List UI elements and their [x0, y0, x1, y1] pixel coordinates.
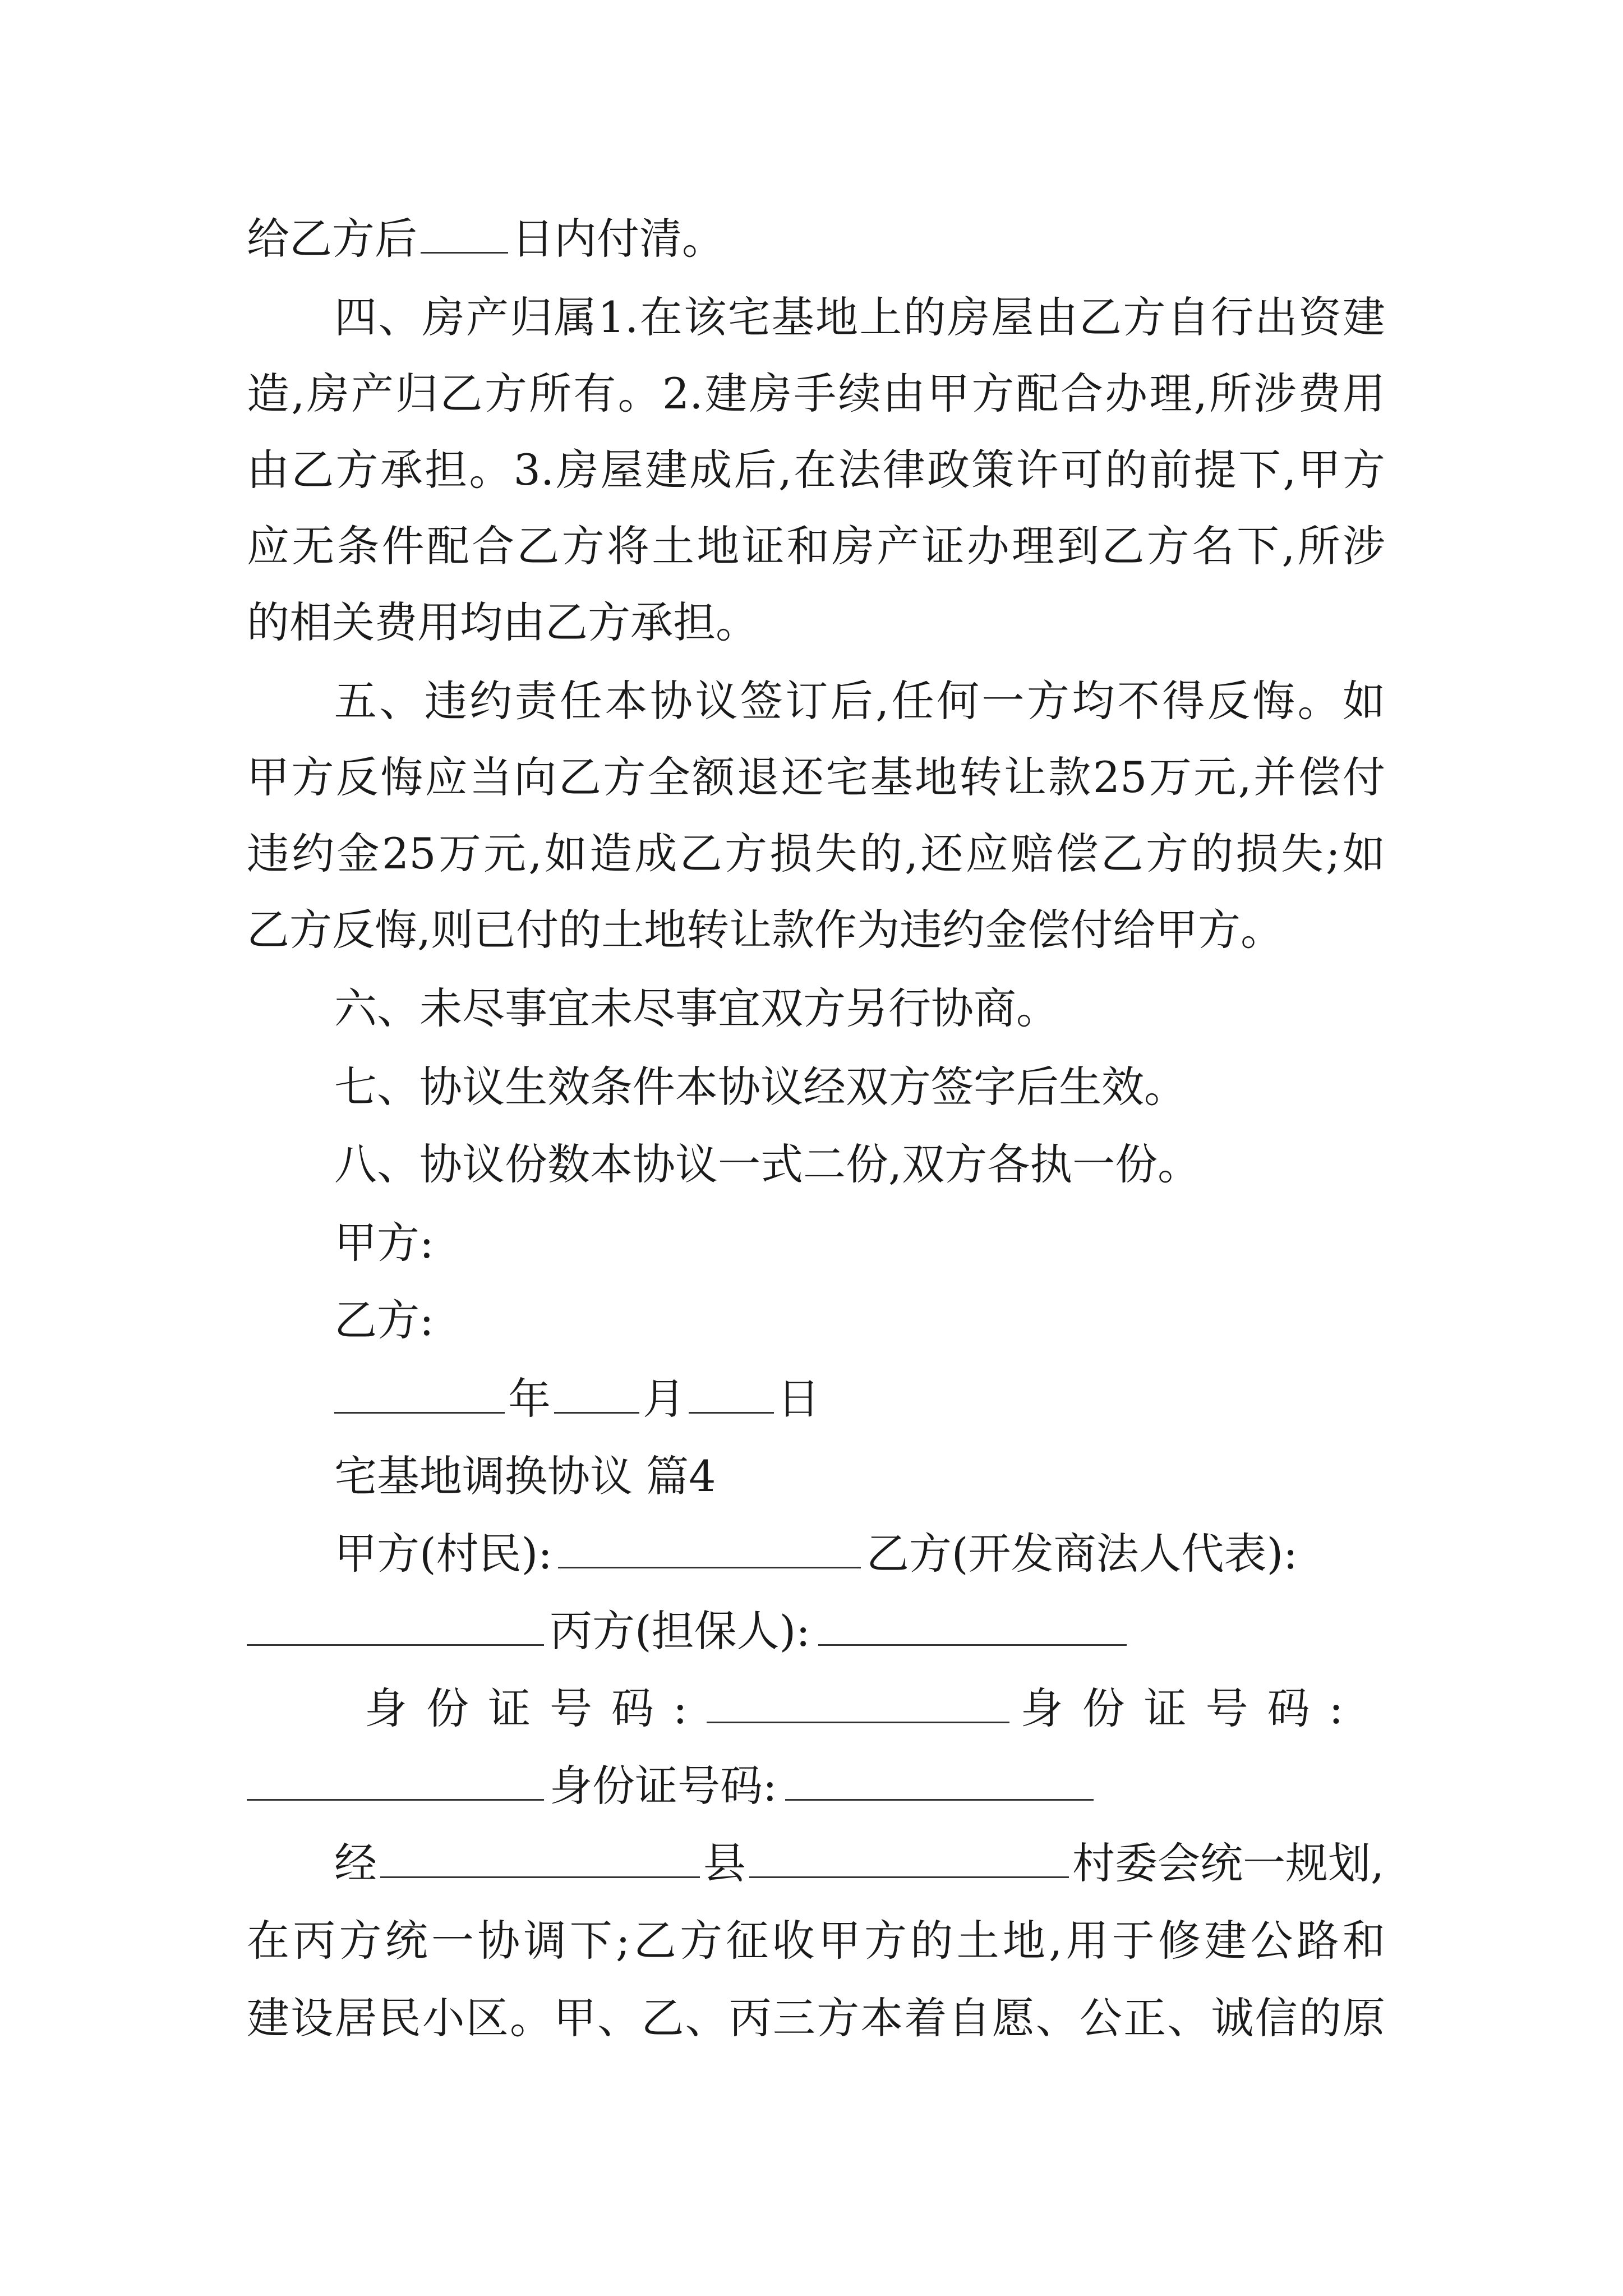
paragraph-5-line-2: 甲方反悔应当向乙方全额退还宅基地转让款25万元,并偿付: [247, 752, 1385, 802]
text-fragment: 县: [703, 1838, 746, 1888]
party-a-signature: 甲方:: [334, 1218, 434, 1268]
paragraph-6: 六、未尽事宜未尽事宜双方另行协商。: [334, 983, 1059, 1033]
day-blank: [689, 1370, 774, 1414]
section-title: 宅基地调换协议 篇4: [334, 1451, 716, 1501]
id-number-blank-b: [247, 1757, 544, 1801]
party-b-blank: [247, 1603, 544, 1646]
text-fragment: 给乙方后: [247, 214, 417, 264]
party-c-blank: [818, 1603, 1127, 1646]
party-b-label: 乙方(开发商法人代表):: [866, 1529, 1298, 1579]
id-number-blank-c: [785, 1757, 1094, 1801]
month-blank: [554, 1370, 639, 1414]
paragraph-4-line-5: 的相关费用均由乙方承担。: [247, 597, 758, 647]
id-number-blank-a: [707, 1680, 1009, 1723]
paragraph-4-line-1: 四、房产归属1.在该宅基地上的房屋由乙方自行出资建: [334, 292, 1385, 342]
party-b-signature: 乙方:: [334, 1295, 434, 1345]
paragraph-4-line-3: 由乙方承担。3.房屋建成后,在法律政策许可的前提下,甲方: [247, 445, 1385, 495]
form-line-parties: [334, 1520, 1298, 1588]
text-fragment: 村委会统一规划,: [1072, 1838, 1385, 1888]
contract-line-2: 在丙方统一协调下;乙方征收甲方的土地,用于修建公路和: [247, 1916, 1385, 1966]
id-number-label-b: 身份证号码:: [1020, 1683, 1363, 1733]
day-label: 日: [777, 1374, 820, 1424]
paragraph-4-line-2: 造,房产归乙方所有。2.建房手续由甲方配合办理,所涉费用: [247, 369, 1385, 418]
county-blank: [380, 1835, 700, 1878]
form-line-id-numbers: [365, 1675, 1362, 1742]
paragraph-7: 七、协议生效条件本协议经双方签字后生效。: [334, 1062, 1187, 1112]
contract-line-1: [334, 1830, 1384, 1897]
fill-blank: [421, 210, 508, 254]
paragraph-4-line-4: 应无条件配合乙方将土地证和房产证办理到乙方名下,所涉: [247, 521, 1385, 571]
contract-line-3: 建设居民小区。甲、乙、丙三方本着自愿、公正、诚信的原: [247, 1993, 1385, 2043]
form-line-guarantor: [247, 1598, 1127, 1665]
paragraph-5-line-3: 违约金25万元,如造成乙方损失的,还应赔偿乙方的损失;如: [247, 829, 1385, 878]
id-number-label-c: 身份证号码:: [550, 1761, 777, 1811]
month-label: 月: [643, 1374, 685, 1424]
year-blank: [334, 1370, 505, 1414]
text-line: [247, 205, 725, 273]
village-blank: [749, 1835, 1069, 1878]
form-line-id-number-c: [247, 1752, 1094, 1820]
text-fragment: 经: [334, 1838, 377, 1888]
party-a-blank: [558, 1525, 861, 1568]
year-label: 年: [508, 1374, 551, 1424]
paragraph-5-line-1: 五、违约责任本协议签订后,任何一方均不得反悔。如: [334, 676, 1385, 726]
party-c-label: 丙方(担保人):: [550, 1606, 810, 1656]
id-number-label-a: 身份证号码:: [365, 1683, 707, 1733]
text-fragment: 日内付清。: [511, 214, 725, 264]
paragraph-5-line-4: 乙方反悔,则已付的土地转让款作为违约金偿付给甲方。: [247, 905, 1284, 955]
party-a-label: 甲方(村民):: [334, 1529, 552, 1579]
date-line: [334, 1365, 820, 1433]
paragraph-8: 八、协议份数本协议一式二份,双方各执一份。: [334, 1139, 1201, 1189]
